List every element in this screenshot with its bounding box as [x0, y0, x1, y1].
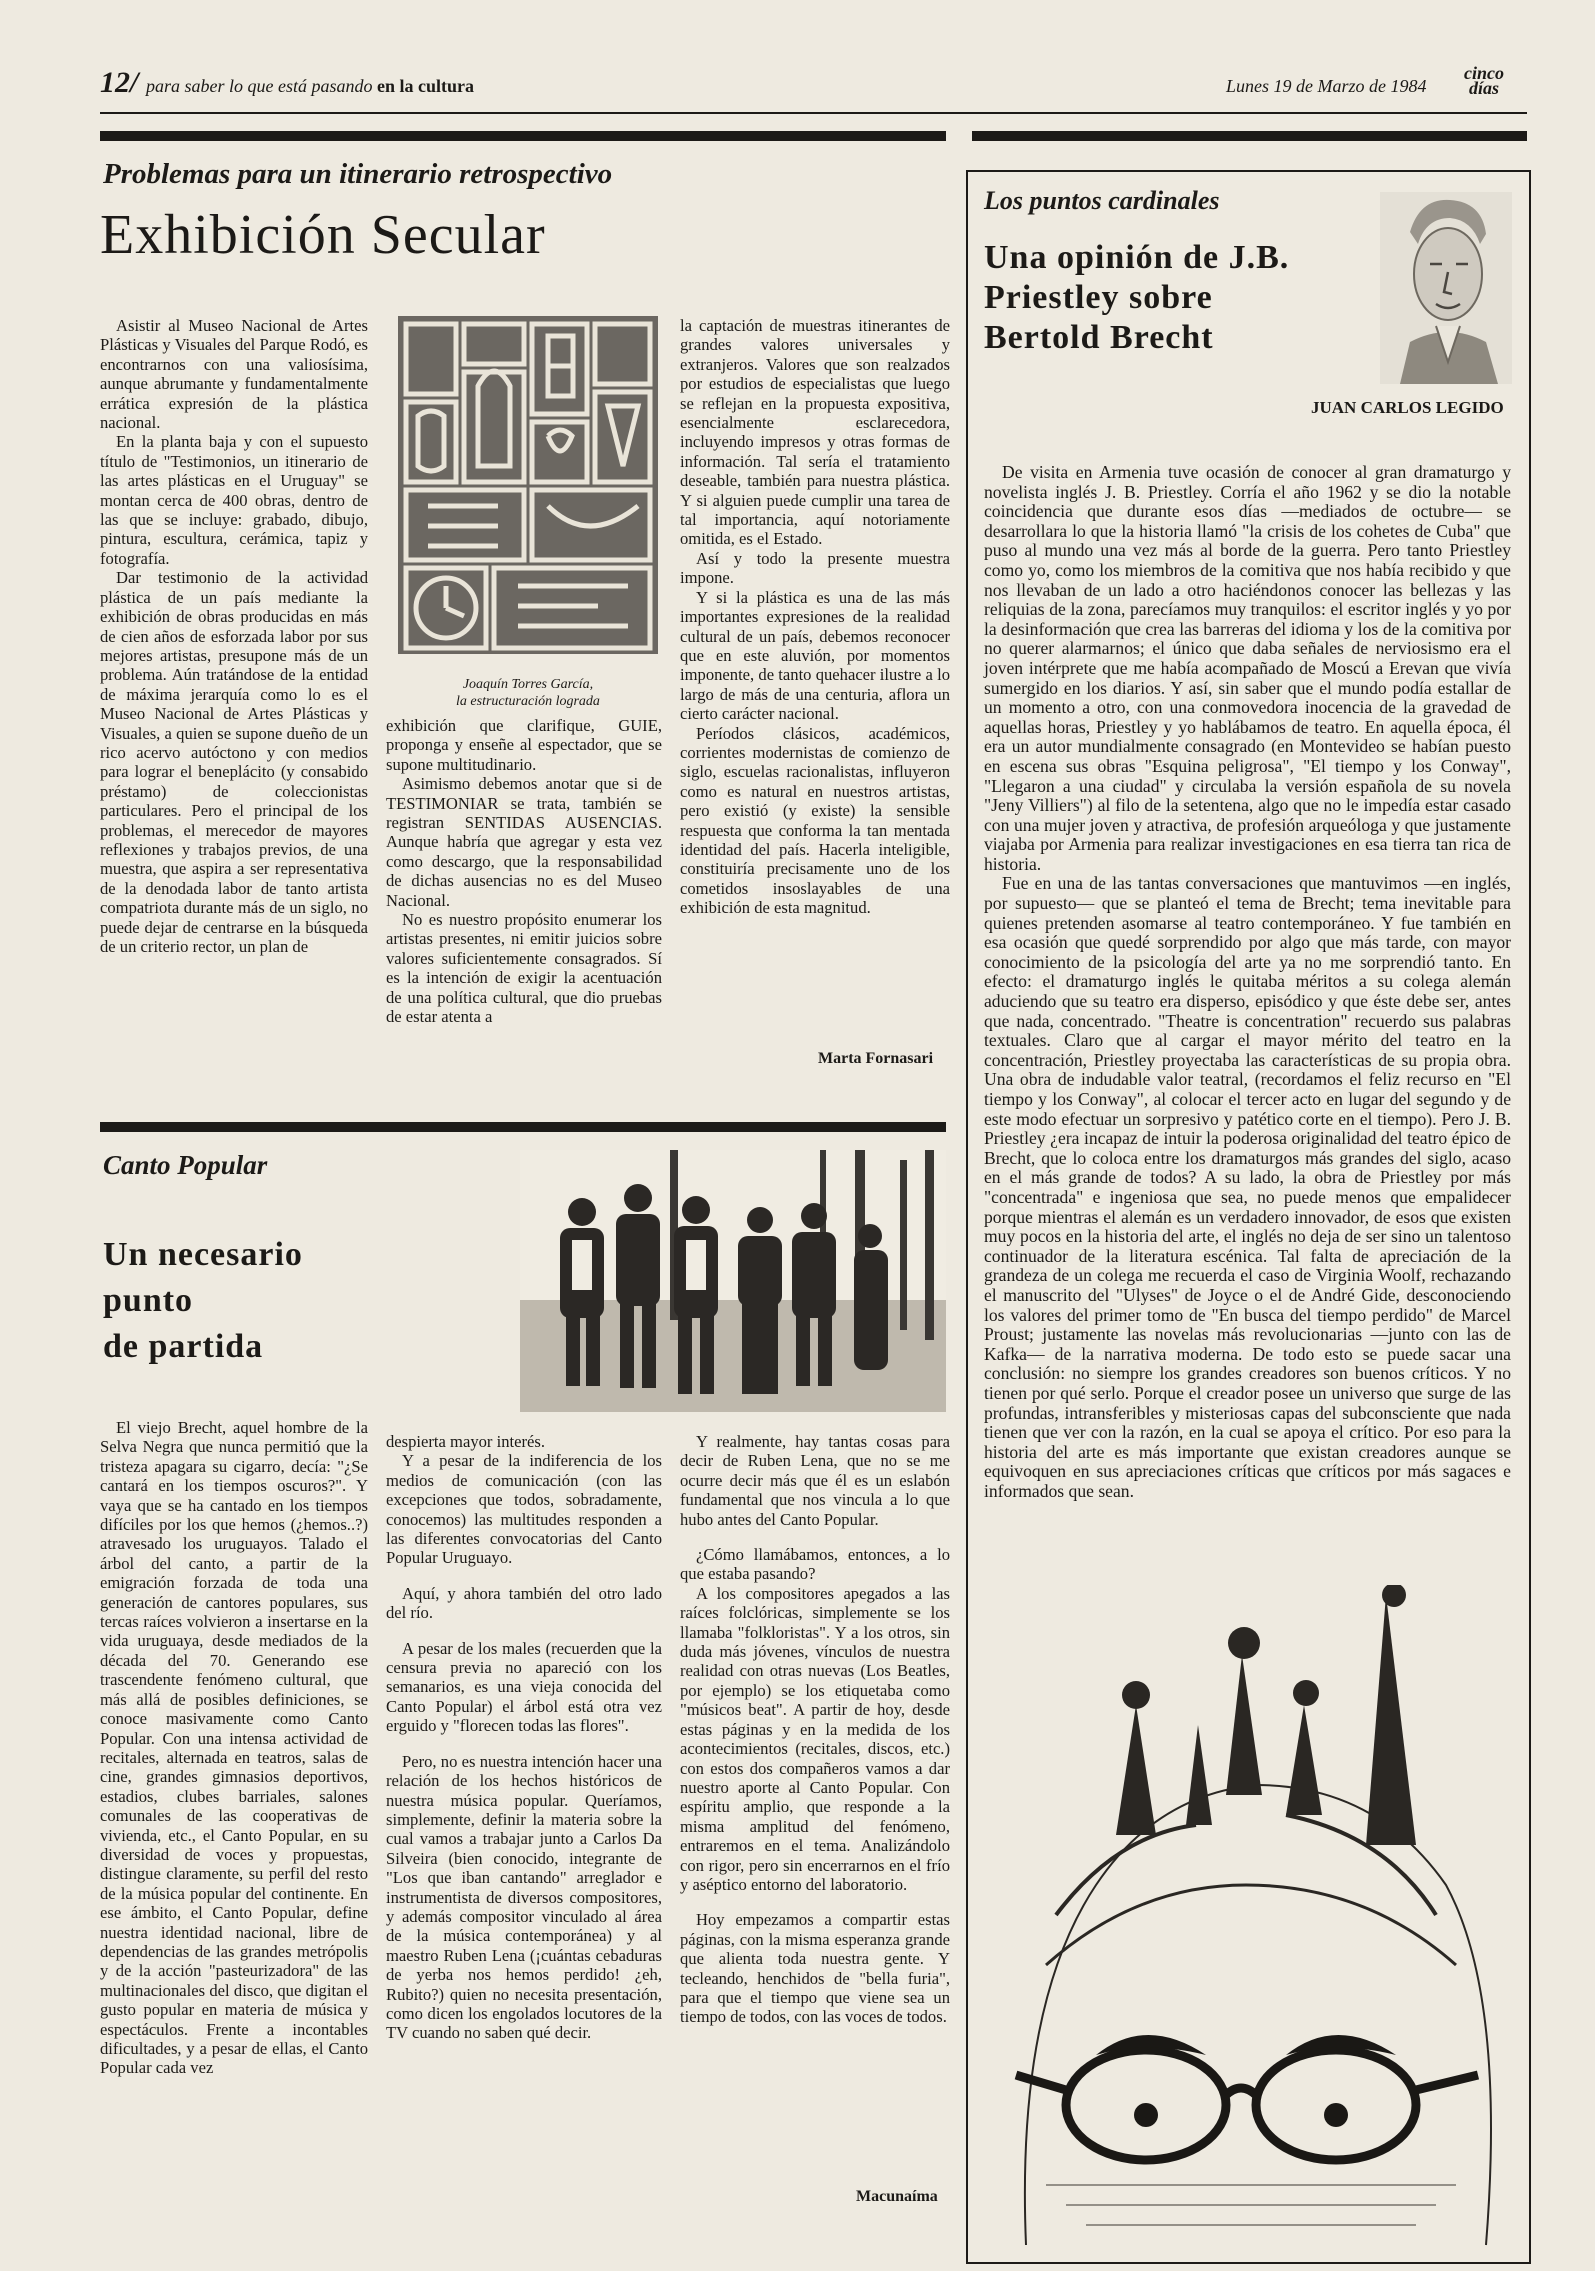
article2-column-2 [386, 1432, 662, 2043]
page-number: 12/ [100, 66, 139, 99]
article3-byline: JUAN CARLOS LEGIDO [1311, 398, 1504, 417]
paragraph: Dar testimonio de la actividad plástica de un país mediante la exhibición de obras producidas en más de cien años de esforzada labor por sus mejores artistas, presupone más de un problema. Aún tratándose de la entidad de máxima jerarquía como lo es el Museo Nacional de Artes Plásticas y Visuales, a quien se supone dueño de un rico acervo autóctono y con medios para lograr el beneplácito (y consabido préstamo) de coleccionistas particulares. Pero el principal de los problemas, el merecedor de mayores reflexiones y trabajos previos, de una muestra, que aspira a ser representativa de la denodada labor de tanto artista compatriota durante más de un siglo, no puede dejar de centrarse en la búsqueda de un criterio rector, un plan de [100, 568, 368, 956]
title-line-3: Bertold Brecht [984, 319, 1214, 356]
title-line-2: punto [103, 1282, 194, 1319]
article1-column-3 [680, 316, 950, 918]
caption-line-1: Joaquín Torres García, [462, 677, 594, 692]
title-line-1: Un necesario [103, 1236, 303, 1273]
paragraph: Fue en una de las tantas conversaciones que mantuvimos —en inglés, por supuesto— que se planteó el tema de Brecht; tema inevitable para quienes pretenden asomarse al teatro contemporáneo. Y fue también en esa ocasión que quedé sorprendido por algo que más tarde, con mayor conocimiento de la psicología del arte ya no me sorprendió tanto. En efecto: el dramaturgo inglés le quitaba méritos a su colega alemán aduciendo que su teatro era disperso, episódico y que éste debe ser, antes que nada, concentrado. "Theatre is concentration" recuerdo sus palabras textuales. Claro que al cargar el mayor mérito del teatro en la concentración, Priestley proyectaba las características de su propia obra. Una obra de indudable valor teatral, (recordamos el feliz recurso en "El tiempo y los Conway", al colocar el tercer acto en lugar del segundo y de este modo efectuar un sorpresivo y patético corte en el tiempo). Pero J. B. Priestley ¿era incapaz de intuir la poderosa originalidad del teatro épico de Brecht, que lo coloca entre los dramaturgos más grandes del siglo, acaso en el más grande de todos? A su lado, la obra de Priestley por más "concentrada" e ingeniosa que sea, no puede menos que empalidecer porque mientras el alemán es un verdadero innovador, de esos que existen muy pocos en la historia del arte, el inglés no deja de ser sino un talentoso continuador de la literatura escénica. Tal falta de apreciación de la grandeza de un colega me recuerda el caso de Virginia Woolf, rechazando el manuscrito del "Ulyses" de Joyce o el de André Gide, desconociendo los valores del primer tomo de "En busca del tiempo perdido" de Marcel Proust; justamente las novelas más revolucionarias —junto con las de Kafka— de la narrativa moderna. De todo esto se puede sacar una conclusión: no siempre los grandes creadores son buenos críticos. Y no tienen por qué serlo. Porque el creador posee un universo que surge de las profundas, intransferibles y misteriosas capas del subconsciente que nada tienen que ver con la razón, en la cual se apoya el crítico. Por eso para la historia del arte es más importante que existan creadores aunque se equivoquen en sus apreciaciones críticas que críticos por más sagaces e informados que sean. [984, 873, 1511, 1501]
paragraph: despierta mayor interés. [386, 1432, 545, 1451]
paragraph: Pero, no es nuestra intención hacer una relación de los hechos históricos de nuestra música popular. Queríamos, simplemente, definir la materia sobre la cual vamos a trabajar junto a Carlos Da Silveira (bien conocido, integrante de "Los que iban cantando" arreglador e instrumentista de diversos compositores, y además compositor vinculado al área de la música contemporánea) y al maestro Ruben Lena (¡cuántas cebaduras de yerba nos hemos perdido! ¿eh, Rubito?) quien no necesita presentación, como dicen los engolados locutores de la TV cuando no saben qué decir. [386, 1751, 662, 2043]
paragraph: ¿Cómo llamábamos, entonces, a lo que estaba pasando? [680, 1545, 950, 1584]
article3-top-bar [972, 131, 1527, 141]
article1-byline: Marta Fornasari [818, 1050, 934, 1067]
canto-popular-group-photo [520, 1150, 946, 1412]
paragraph: De visita en Armenia tuve ocasión de conocer al gran dramaturgo y novelista inglés J. B. Priestley. Corría el año 1962 y se dio la notable coincidencia que durante esos días —mediados de octubre— se desarrollara lo que la historia llamó "la crisis de los cohetes de Cuba" que puso al mundo una vez más al borde de la guerra. Pero tanto Priestley como yo, como los miembros de la comitiva que nos había recibido y que nos llevaban de un lado a otro haciéndonos conocer las bellezas y las reliquias de la zona, parecíamos muy tranquilos: el escritor inglés y yo por la desinformación que crea las barreras del idioma y los de la comitiva por no querer alarmarnos; el único que daba señales de nerviosismo era el joven intérprete que me había acompañado de Moscú a Erevan que vivía sumergido en los diarios. Y así, sin saber que el mundo podía estallar de un momento a otro, con una conmovedora inocencia de la gravedad de aquellas horas, Priestley y yo hablábamos de teatro. En aquella época, él era un autor mundialmente consagrado (en Montevideo se habían puesto en escena sus obras "Esquina peligrosa", "El tiempo y los Conway", "Llegaron a una ciudad" y circulaba la versión española de su novela "Jeny Villiers") al filo de la setentena, algo que no le impedía estar casado con una mujer joven y atractiva, de profesión arqueóloga y que justamente viajaba por Armenia para realizar investigaciones en esa tierra tan rica de historia. [984, 462, 1511, 874]
paragraph: En la planta baja y con el supuesto título de "Testimonios, un itinerario de las artes plásticas en el Uruguay" se montan cerca de 400 obras, dentro de las que se incluye: grabado, dibujo, pintura, escultura, cerámica, tapiz y fotografía. [100, 432, 368, 568]
title-line-1: Una opinión de J.B. [984, 239, 1290, 276]
article3-title [984, 238, 1289, 358]
article1-column-2 [386, 716, 662, 1027]
paragraph: exhibición que clarifique, GUIE, proponga y enseñe al espectador, que se supone multitudinario. [386, 716, 662, 774]
logo-line-1: cinco [1464, 63, 1504, 83]
article2-top-bar [100, 1122, 946, 1132]
torres-garcia-artwork-image [398, 316, 658, 654]
paragraph: Períodos clásicos, académicos, corrientes modernistas de comienzo de siglo, escuelas racionalistas, influyeron como es natural en nuestros artistas, pero existió (y existe) la sensible respuesta que conforma la tan mentada identidad del país. Hacerla inteligible, constituiría precisamente uno de los cometidos insoslayables de una exhibición de esta magnitud. [680, 723, 950, 918]
article2-byline: Macunaíma [856, 2188, 938, 2205]
masthead-logo [1464, 63, 1504, 98]
paragraph: Asistir al Museo Nacional de Artes Plásticas y Visuales del Parque Rodó, es encontrarnos con una valiosísima, aunque abrumante y fundamentalmente errática expresión de la plástica nacional. [100, 316, 368, 433]
article2-column-1 [100, 1418, 368, 2078]
section-tagline [146, 76, 474, 97]
article3-body [984, 463, 1511, 1501]
tagline-bold: en la cultura [377, 76, 474, 96]
paragraph: A pesar de los males (recuerden que la censura previa no apareció con los semanarios, es una vieja conocida del Canto Popular) el árbol está otra vez erguido y "florecen todas las flores". [386, 1638, 662, 1736]
paragraph: Aquí, y ahora también del otro lado del río. [386, 1583, 662, 1623]
article2-kicker: Canto Popular [103, 1150, 268, 1180]
paragraph: Y si la plástica es una de las más importantes expresiones de la realidad cultural de un país, debemos reconocer que en este aluvión, por momentos imponente, de tanto quehacer ilustre a lo largo de más de una centuria, aflora un cierto carácter nacional. [680, 587, 950, 724]
issue-date: Lunes 19 de Marzo de 1984 [1226, 76, 1427, 96]
tagline-prefix: para saber lo que está pasando [146, 76, 373, 96]
title-line-3: de partida [103, 1328, 264, 1365]
paragraph: A los compositores apegados a las raíces folclóricas, simplemente se los llamaba "folkloristas". Y a los otros, sin duda más jóvenes, vínculos de nuestra realidad con otras nuevas (Los Beatles, por ejemplo) se los etiquetaba como "músicos beat". A partir de hoy, desde estas páginas y en la medida de los acontecimientos (recitales, discos, etc.) con estos dos compañeros vamos a dar nuestro aporte al Canto Popular. Con espíritu amplio, que responde a la misma amplitud del fenómeno, entraremos en el tema. Analizándolo con rigor, pero sin encerrarnos en el frío y aséptico entorno del laboratorio. [680, 1583, 950, 1894]
article3-kicker: Los puntos cardinales [984, 186, 1220, 215]
article2-column-3 [680, 1432, 950, 2027]
paragraph: No es nuestro propósito enumerar los artistas presentes, ni emitir juicios sobre valores suficientemente consagrados. Sí es la intención de exigir la acentuación de una política cultural, que dio pruebas de estar atenta a [386, 910, 662, 1027]
paragraph: Hoy empezamos a compartir estas páginas, con la misma esperanza grande que alienta toda nuestra gente. Y tecleando, henchidos de "bella furia", para que el tiempo que viene sea un tiempo de todos, con las voces de todos. [680, 1910, 950, 2027]
article1-title: Exhibición Secular [100, 204, 546, 266]
title-line-2: Priestley sobre [984, 279, 1213, 316]
article1-top-bar [100, 131, 946, 141]
paragraph: Y realmente, hay tantas cosas para decir de Ruben Lena, que no se me ocurre decir más que él es un eslabón fundamental que nos vincula a lo que hubo antes del Canto Popular. [680, 1432, 950, 1529]
article2-title [103, 1232, 303, 1370]
logo-line-2: días [1468, 78, 1499, 98]
article1-column-1 [100, 316, 368, 956]
header-rule [100, 112, 1527, 114]
priestley-portrait-image [1380, 192, 1512, 384]
paragraph: El viejo Brecht, aquel hombre de la Selva Negra que nunca permitió que la tristeza apagara su cigarro, decía: "¿Se cantará en los tiempos oscuros?". Y vaya que se ha cantado en los tiempos difíciles por los que hemos (¿hemos..?) atravesado los uruguayos. Talado el árbol del canto, a partir de la emigración forzada de toda una generación de cantores populares, sus tercas raíces volvieron a insertarse en la vida uruguaya, desde mediados de la década del 70. Generando ese trascendente fenómeno cultural, que más allá de posibles definiciones, se conoce masivamente como Canto Popular. Con una intensa actividad de recitales, alternada en teatros, salas de cine, grandes gimnasios deportivos, estadios, clubes barriales, salones comunales de las cooperativas de vivienda, etc., el Canto Popular, en su diversidad de voces y propuestas, distingue claramente, su perfil del resto de la música popular del continente. En ese ámbito, el Canto Popular, define nuestra identidad nacional, libre de dependencias de las grandes metrópolis y de la acción "pasteurizadora" de las multinacionales del disco, que digitan el gusto popular en materia de música y espectáculos. Frente a incontables dificultades, y a pesar de ellas, el Canto Popular cada vez [100, 1418, 368, 2078]
artwork-caption [398, 676, 658, 710]
paragraph: Y a pesar de la indiferencia de los medios de comunicación (con las excepciones que todos, sobradamente, conocemos) las multitudes responden a las diferentes convocatorias del Canto Popular Uruguayo. [386, 1451, 662, 1568]
brecht-caricature-illustration [986, 1585, 1508, 2250]
article1-kicker: Problemas para un itinerario retrospectivo [103, 158, 613, 190]
paragraph: Asimismo debemos anotar que si de TESTIMONIAR se trata, también se registran SENTIDAS AUSENCIAS. Aunque habría que agregar y esta vez como descargo, que la responsabilidad de dichas ausencias no es del Museo Nacional. [386, 774, 662, 910]
paragraph: la captación de muestras itinerantes de grandes valores universales y extranjeros. Valores que son realzados por estudios de especialistas que luego se reflejan en la propuesta expositiva, esencialmente esclarecedora, incluyendo impresos y otras formas de información. Tal sería el tratamiento deseable, también para nuestra plástica. Y si alguien puede cumplir una tarea de tal importancia, aquí notoriamente omitida, es el Estado. [680, 316, 950, 549]
caption-line-2: la estructuración lograda [456, 694, 600, 709]
paragraph: Así y todo la presente muestra impone. [680, 548, 950, 588]
